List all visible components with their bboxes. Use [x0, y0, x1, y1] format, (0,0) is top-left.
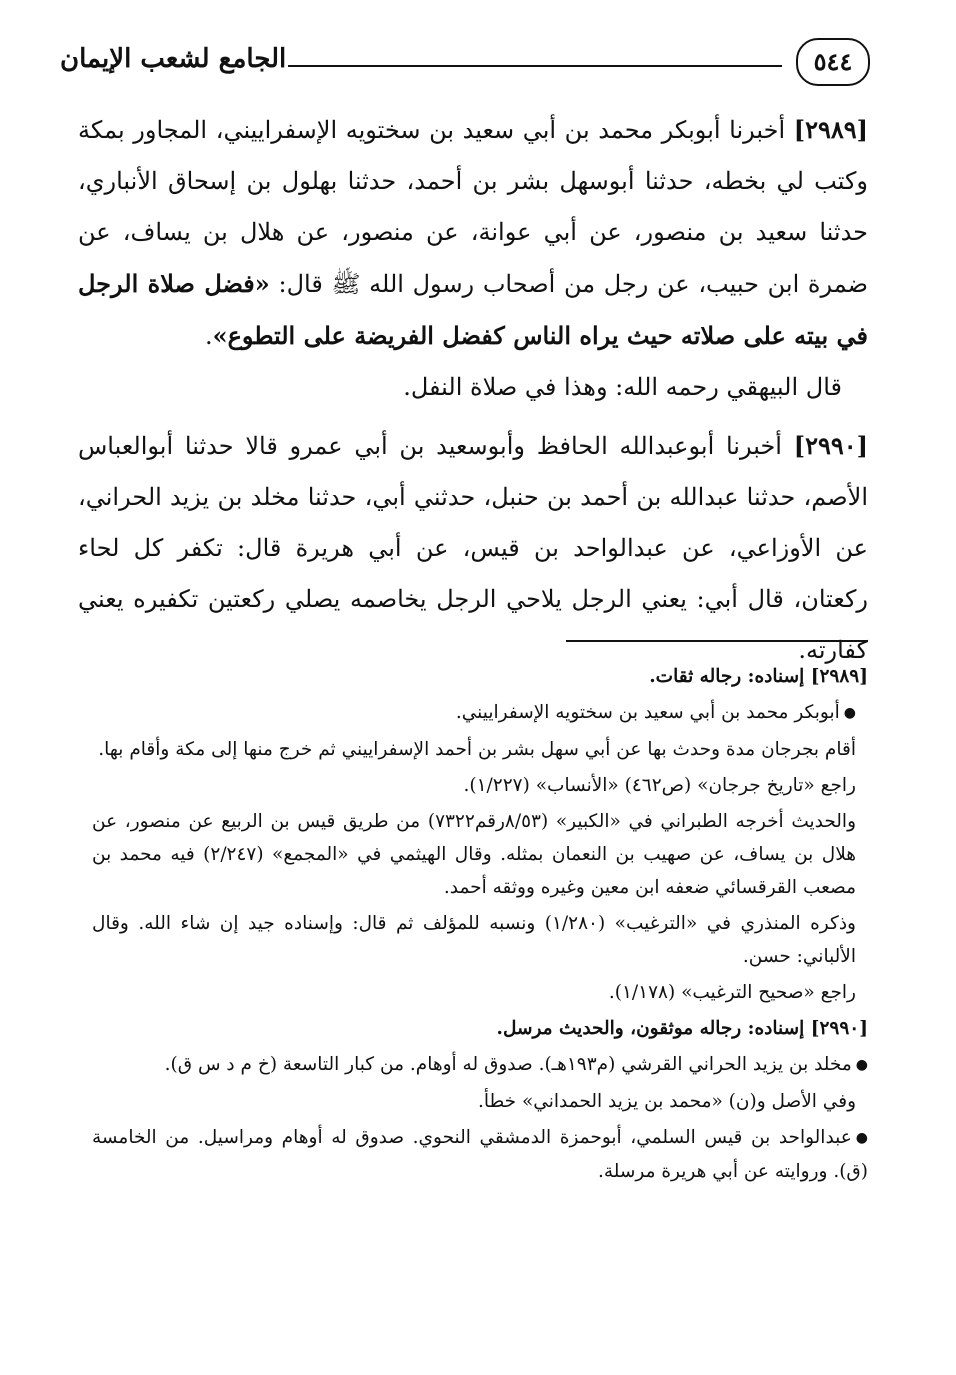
- footnote-2990-heading: [٢٩٩٠] إسناده: رجاله موثقون، والحديث مرسل.: [496, 1018, 868, 1039]
- bullet-icon: ●: [855, 1057, 868, 1073]
- footnote-narrator: أبوبكر محمد بن أبي سعيد بن سختويه الإسفراييني.: [455, 702, 840, 723]
- hadith-number: [٢٩٨٩]: [793, 115, 868, 144]
- footnote-takhrij: والحديث أخرجه الطبراني في «الكبير» (٨/٥٣رقم٧٣٢٢) من طريق قيس بن الربيع عن منصور، عن هلال بن يساف، عن صهيب بن النعمان بمثله. وقال الهيثمي في «المجمع» (٢/٢٤٧) فيه محمد بن مصعب القرقسائي ضعفه ابن معين وغيره ووثقه أحمد.: [92, 811, 857, 898]
- footnote-2989-heading: [٢٩٨٩] إسناده: رجاله ثقات.: [649, 666, 868, 687]
- bullet-icon: ●: [855, 1130, 868, 1146]
- hadith-matn: «فضل صلاة الرجل في بيته على صلاته حيث يراه الناس كفضل الفريضة على التطوع»: [78, 269, 868, 350]
- bayhaqi-comment: [78, 362, 868, 413]
- book-title: الجامع لشعب الإيمان: [60, 44, 287, 74]
- footnote-narrator: مخلد بن يزيد الحراني القرشي (م١٩٣هـ). صدوق له أوهام. من كبار التاسعة (خ م د س ق).: [164, 1054, 852, 1075]
- hadith-2990-paragraph: [78, 420, 868, 676]
- hadith-2990: [78, 420, 868, 676]
- hadith-2989: [78, 104, 868, 362]
- page-number: ٥٤٤: [796, 38, 870, 86]
- hadith-number: [٢٩٩٠]: [793, 431, 868, 460]
- hadith-end: .: [204, 322, 213, 350]
- footnote-narrator: عبدالواحد بن قيس السلمي، أبوحمزة الدمشقي النحوي. صدوق له أوهام ومراسيل. من الخامسة (ق). وروايته عن أبي هريرة مرسلة.: [92, 1127, 868, 1182]
- hadith-text: أخبرنا أبوعبدالله الحافظ وأبوسعيد بن أبي عمرو قالا حدثنا أبوالعباس الأصم، حدثنا عبدالله بن أحمد بن حنبل، حدثني أبي، حدثنا مخلد بن يزيد الحراني، عن الأوزاعي، عن عبدالواحد بن قيس، عن أبي هريرة قال: تكفر كل لحاء ركعتان، قال أبي: يعني الرجل يلاحي الرجل يخاصمه يصلي ركعتين تكفيره يعني كفارته.: [78, 432, 868, 664]
- footnote-narrator-detail: أقام بجرجان مدة وحدث بها عن أبي سهل بشر بن أحمد الإسفراييني ثم خرج منها إلى مكة وأقام بها.: [98, 739, 856, 760]
- footnotes: [92, 660, 868, 1191]
- header-rule: [288, 65, 782, 67]
- footnote-separator: [566, 640, 868, 642]
- footnote-mundhiri: وذكره المنذري في «الترغيب» (١/٢٨٠) ونسبه للمؤلف ثم قال: وإسناده جيد إن شاء الله. وقال الألباني: حسن.: [92, 913, 856, 967]
- footnote-source: راجع «صحيح الترغيب» (١/١٧٨).: [608, 982, 856, 1003]
- page-header: [60, 38, 870, 94]
- footnote-bullet-item: [92, 1048, 868, 1082]
- hadith-isnad: أخبرنا أبوبكر محمد بن أبي سعيد بن سختويه الإسفراييني، المجاور بمكة وكتب لي بخطه، حدثنا أبوسهل بشر بن أحمد، حدثنا بهلول بن إسحاق الأنباري، حدثنا سعيد بن منصور، عن أبي عوانة، عن منصور، عن هلال بن يساف، عن ضمرة ابن حبيب، عن رجل من أصحاب رسول الله ﷺ قال:: [78, 116, 869, 298]
- footnote-bullet-item: [92, 696, 868, 730]
- footnote-bullet-item: [92, 1121, 868, 1188]
- bayhaqi-comment-text: قال البيهقي رحمه الله: وهذا في صلاة النفل.: [403, 373, 842, 401]
- hadith-2989-paragraph: [78, 104, 868, 362]
- footnote-source: راجع «تاريخ جرجان» (ص٤٦٢) «الأنساب» (١/٢٢٧).: [463, 775, 856, 796]
- footnote-note: وفي الأصل و(ن) «محمد بن يزيد الحمداني» خطأ.: [477, 1091, 856, 1112]
- bullet-icon: ●: [843, 705, 856, 721]
